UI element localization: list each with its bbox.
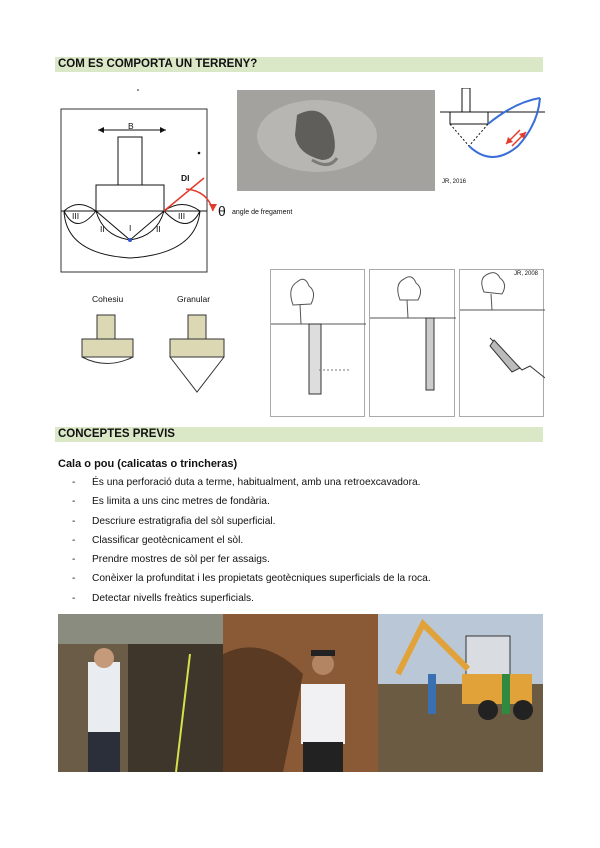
- list-item: - Es limita a uns cinc metres de fondària.: [72, 496, 270, 508]
- section-header-concepts: CONCEPTES PREVIS: [55, 427, 543, 442]
- footing-types-diagram: [76, 290, 236, 400]
- zone-label-ii-right: II: [156, 224, 161, 234]
- slip-failure-diagram: [440, 88, 545, 190]
- slip-credit: JR, 2016: [442, 179, 467, 185]
- list-item: - Classificar geotècnicament el sòl.: [72, 534, 244, 546]
- list-item: - Conèixer la profunditat i les propietats geotècniques superficials de la roca.: [72, 573, 431, 585]
- section-header-behaviour: COM ES COMPORTA UN TERRENY?: [55, 57, 543, 72]
- trench-sketch-2: [369, 269, 455, 417]
- zone-label-i: I: [129, 223, 132, 233]
- zone-label-ii-left: II: [100, 224, 105, 234]
- phi-label: Dl: [181, 173, 190, 183]
- photo-backhoe: [378, 614, 543, 772]
- sand-footprint-photo: [237, 90, 435, 191]
- trench-sketch-1: [270, 269, 365, 417]
- theta-caption: angle de fregament: [232, 209, 293, 216]
- trench-sketch-3: [459, 269, 544, 417]
- cala-heading: Cala o pou (calicatas o trincheras): [58, 458, 238, 470]
- list-item: - Prendre mostres de sòl per fer assaigs.: [72, 554, 270, 566]
- photo-trench-sampling: [223, 614, 378, 772]
- list-item: - Descriure estratigrafia del sòl superficial.: [72, 515, 276, 527]
- zone-label-iii-right: III: [178, 211, 186, 221]
- trench-credit: JR, 2008: [514, 271, 539, 277]
- cohesive-label: Cohesiu: [92, 294, 124, 304]
- list-item: - Detectar nivells freàtics superficials.: [72, 592, 254, 604]
- width-label: B: [128, 121, 134, 131]
- theta-symbol: θ: [218, 203, 226, 219]
- cala-bullet-list: [72, 476, 431, 611]
- list-item: - És una perforació duta a terme, habitualment, amb una retroexcavadora.: [72, 477, 421, 488]
- zone-label-iii-left: III: [72, 211, 80, 221]
- granular-label: Granular: [177, 294, 211, 304]
- photo-pit-inspection: [58, 614, 223, 772]
